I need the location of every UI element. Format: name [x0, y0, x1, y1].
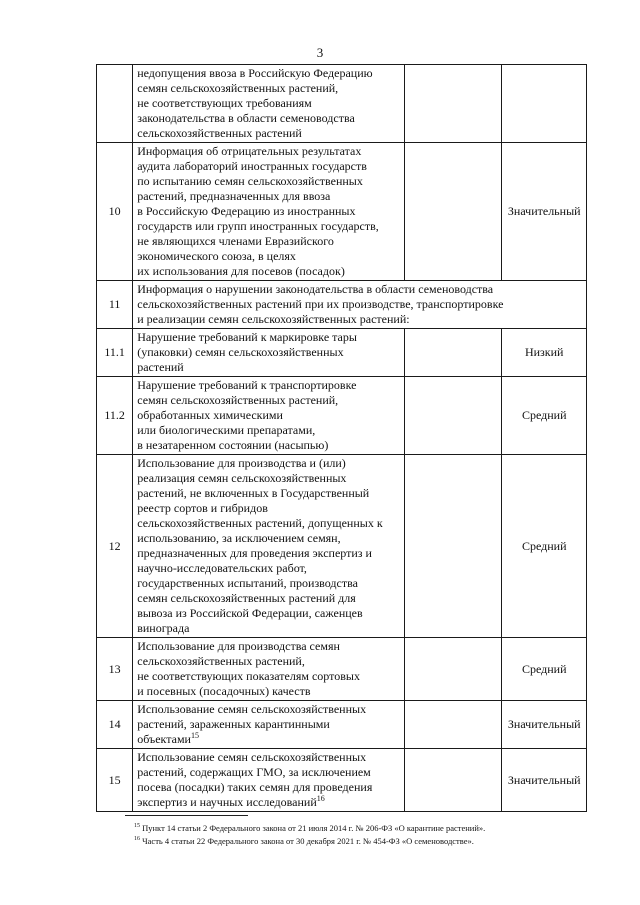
- table-row: [97, 143, 587, 281]
- footnote-ref-15: 15: [190, 731, 199, 740]
- footnote-15: $^{15}$ Пункт 14 статьи 2 Федерального закона от 21 июля 2014 г. № 206-ФЗ «О карантине растений».: [134, 823, 486, 833]
- row-number: 14: [97, 701, 133, 749]
- row-number: 11.2: [97, 377, 133, 455]
- table-row: [97, 749, 587, 812]
- risk-indicator-table: [96, 64, 587, 812]
- row-description: недопущения ввоза в Российскую Федерацию семян сельскохозяйственных растений, не соответствующих требованиям законодательства в области семеноводства сельскохозяйственных растений: [133, 65, 405, 143]
- risk-level: Низкий: [502, 329, 587, 377]
- risk-level: Средний: [502, 638, 587, 701]
- risk-level: [502, 65, 587, 143]
- row-number: 13: [97, 638, 133, 701]
- table-row: [97, 65, 587, 143]
- row-number: [97, 65, 133, 143]
- empty-cell: [404, 329, 502, 377]
- empty-cell: [404, 701, 502, 749]
- risk-level: Значительный: [502, 143, 587, 281]
- empty-cell: [404, 377, 502, 455]
- table-row: [97, 455, 587, 638]
- row-description: Использование семян сельскохозяйственных растений, содержащих ГМО, за исключением посева (посадки) таких семян для проведения экспертиз и научных исследований$^{16}$: [133, 749, 405, 812]
- footnote-divider: [125, 815, 248, 816]
- table-row: [97, 281, 587, 329]
- row-number: 15: [97, 749, 133, 812]
- row-number: 11.1: [97, 329, 133, 377]
- empty-cell: [404, 143, 502, 281]
- row-number: 11: [97, 281, 133, 329]
- row-number: 10: [97, 143, 133, 281]
- section-heading: Информация о нарушении законодательства в области семеноводства сельскохозяйственных растений при их производстве, транспортировке и реализации семян сельскохозяйственных растений:: [133, 281, 587, 329]
- table-row: [97, 701, 587, 749]
- row-description: Нарушение требований к маркировке тары (упаковки) семян сельскохозяйственных растений: [133, 329, 405, 377]
- row-description: Использование для производства семян сельскохозяйственных растений, не соответствующих показателям сортовых и посевных (посадочных) качеств: [133, 638, 405, 701]
- footnotes: [134, 822, 485, 848]
- row-description: Использование семян сельскохозяйственных растений, зараженных карантинными объектами$^{15}$: [133, 701, 405, 749]
- empty-cell: [404, 65, 502, 143]
- footnote-ref-16: 16: [316, 794, 325, 803]
- risk-level: Значительный: [502, 749, 587, 812]
- page-number: 3: [316, 45, 324, 60]
- table-row: [97, 377, 587, 455]
- risk-level: Средний: [502, 377, 587, 455]
- row-description: Нарушение требований к транспортировке семян сельскохозяйственных растений, обработанных химическими или биологическими препаратами, в незатаренном состоянии (насыпью): [133, 377, 405, 455]
- footnote-16: $^{16}$ Часть 4 статьи 22 Федерального закона от 30 декабря 2021 г. № 454-ФЗ «О семеноводстве».: [134, 836, 474, 846]
- empty-cell: [404, 638, 502, 701]
- empty-cell: [404, 749, 502, 812]
- table-row: [97, 638, 587, 701]
- row-description: Информация об отрицательных результатах аудита лабораторий иностранных государств по испытанию семян сельскохозяйственных растений, предназначенных для ввоза в Российскую Федерацию из иностранных государств или групп иностранных государств, не являющихся членами Евразийского экономического союза, в целях их использования для посевов (посадок): [133, 143, 405, 281]
- empty-cell: [404, 455, 502, 638]
- row-description: Использование для производства и (или) реализация семян сельскохозяйственных растений, не включенных в Государственный реестр сортов и гибридов сельскохозяйственных растений, допущенных к использованию, за исключением семян, предназначенных для проведения экспертиз и научно-исследовательских работ, государственных испытаний, производства семян сельскохозяйственных растений для вывоза из Российской Федерации, саженцев винограда: [133, 455, 405, 638]
- table-row: [97, 329, 587, 377]
- risk-level: Значительный: [502, 701, 587, 749]
- risk-level: Средний: [502, 455, 587, 638]
- row-number: 12: [97, 455, 133, 638]
